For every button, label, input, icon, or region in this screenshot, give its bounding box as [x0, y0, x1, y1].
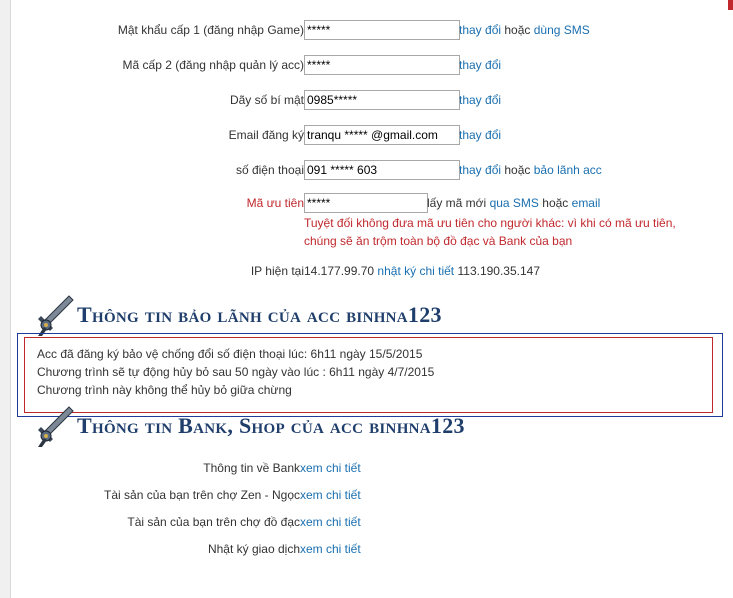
phone-input[interactable] — [304, 160, 460, 180]
ip-log-link[interactable]: nhật ký chi tiết — [377, 264, 455, 278]
ip-previous: 113.190.35.147 — [457, 264, 541, 278]
phone-actions — [459, 163, 602, 177]
phone-guarantee-link[interactable]: bảo lãnh acc — [533, 163, 602, 177]
sword-emblem-icon — [35, 405, 75, 449]
guarantee-line: Acc đã đăng ký bảo vệ chống đổi số điện thoại lúc: 6h11 ngày 15/5/2015 — [37, 347, 423, 361]
scrollbar-edge[interactable] — [728, 0, 733, 10]
bank-detail-link[interactable]: xem chi tiết — [300, 461, 361, 475]
bank-row-label: Nhật ký giao dịch — [207, 542, 300, 556]
password1-input[interactable] — [304, 20, 460, 40]
ip-values — [304, 264, 540, 278]
priority-email-link[interactable]: email — [571, 196, 601, 210]
phone-label: số điện thoại — [235, 163, 304, 177]
ip-row — [11, 261, 733, 283]
or-text: hoặc — [504, 163, 531, 177]
bank-row — [11, 488, 733, 508]
guarantee-line: Chương trình sẽ tự động hủy bỏ sau 50 ngày vào lúc : 6h11 ngày 4/7/2015 — [37, 365, 435, 379]
bank-row — [11, 515, 733, 535]
secret-number-actions — [459, 93, 501, 107]
account-panel — [10, 0, 733, 598]
field-row-secret-number — [11, 90, 733, 112]
email-actions — [459, 128, 501, 142]
secret-number-label: Dãy số bí mật — [229, 93, 304, 107]
password1-change-link[interactable]: thay đổi — [459, 23, 502, 37]
priority-label: Mã ưu tiên — [246, 196, 304, 210]
priority-input[interactable] — [304, 193, 428, 213]
email-input[interactable] — [304, 125, 460, 145]
ip-current: 14.177.99.70 — [304, 264, 375, 278]
item-market-detail-link[interactable]: xem chi tiết — [300, 515, 361, 529]
email-label: Email đăng ký — [228, 128, 304, 142]
zen-market-detail-link[interactable]: xem chi tiết — [300, 488, 361, 502]
password2-change-link[interactable]: thay đổi — [459, 58, 502, 72]
ip-label: IP hiện tại — [250, 264, 304, 278]
password1-actions — [459, 23, 590, 37]
field-row-phone — [11, 160, 733, 182]
sword-emblem-icon — [35, 294, 75, 338]
secret-number-change-link[interactable]: thay đổi — [459, 93, 502, 107]
email-change-link[interactable]: thay đổi — [459, 128, 502, 142]
priority-warning — [304, 214, 704, 250]
priority-sms-link[interactable]: qua SMS — [489, 196, 539, 210]
secret-number-input[interactable] — [304, 90, 460, 110]
password2-label: Mã cấp 2 (đăng nhập quản lý acc) — [122, 58, 304, 72]
bank-section-title: Thông tin Bank, Shop của acc binhna123 — [77, 413, 465, 438]
password2-input[interactable] — [304, 55, 460, 75]
or-text: hoặc — [504, 23, 531, 37]
transaction-log-link[interactable]: xem chi tiết — [300, 542, 361, 556]
password1-label: Mật khẩu cấp 1 (đăng nhập Game) — [117, 23, 304, 37]
guarantee-line: Chương trình này không thể hủy bỏ giữa chừng — [37, 383, 292, 397]
field-row-password1 — [11, 20, 733, 42]
field-row-password2 — [11, 55, 733, 77]
bank-row — [11, 461, 733, 481]
field-row-priority — [11, 193, 733, 215]
or-text: hoặc — [542, 196, 569, 210]
password2-actions — [459, 58, 501, 72]
bank-row-label: Tài sản của bạn trên chợ Zen - Ngọc — [104, 488, 300, 502]
password1-sms-link[interactable]: dùng SMS — [533, 23, 590, 37]
bank-row-label: Tài sản của bạn trên chợ đồ đạc — [127, 515, 300, 529]
priority-prefix: lấy mã mới — [427, 196, 487, 210]
warning-line: chúng sẽ ăn trộm toàn bộ đồ đạc và Bank của bạn — [304, 234, 573, 248]
phone-change-link[interactable]: thay đổi — [459, 163, 502, 177]
warning-line: Tuyệt đối không đưa mã ưu tiên cho người khác: vì khi có mã ưu tiên, — [304, 216, 676, 230]
priority-actions — [427, 196, 600, 210]
guarantee-section-title: Thông tin bảo lãnh của acc binhna123 — [77, 302, 442, 327]
bank-row-label: Thông tin về Bank — [203, 461, 300, 475]
field-row-email — [11, 125, 733, 147]
bank-row — [11, 542, 733, 562]
